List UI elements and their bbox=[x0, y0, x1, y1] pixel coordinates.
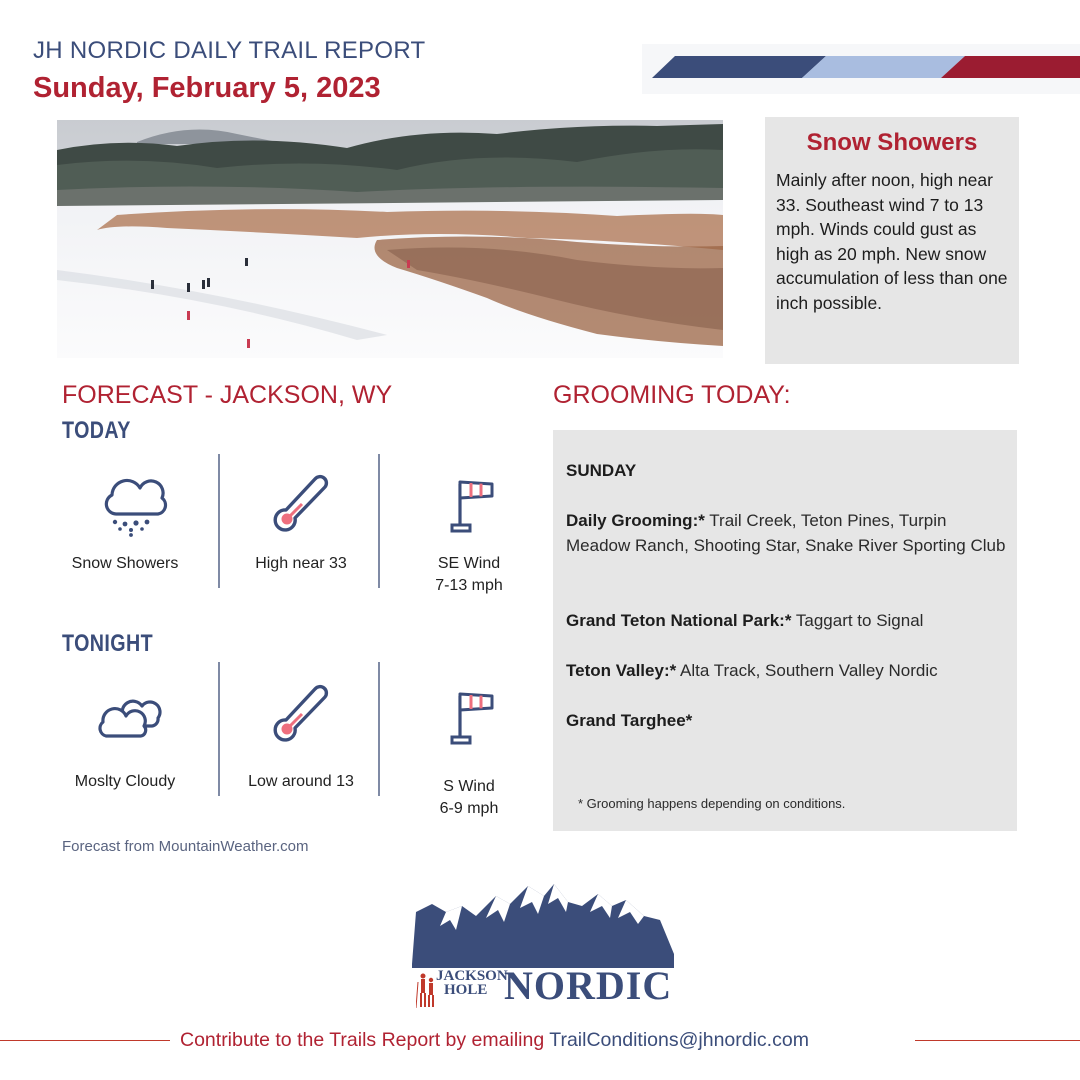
footer-message: Contribute to the Trails Report by emailing bbox=[180, 1029, 545, 1051]
grooming-entry-label: Daily Grooming:* bbox=[566, 511, 705, 530]
jackson-hole-nordic-logo bbox=[412, 882, 674, 1012]
skier-figures-icon bbox=[416, 968, 436, 1010]
cloudy-icon bbox=[94, 696, 164, 742]
header-stripes bbox=[642, 44, 1080, 94]
conditions-title: Snow Showers bbox=[806, 129, 978, 156]
footer-rule-left bbox=[0, 1040, 170, 1041]
grooming-entry bbox=[566, 658, 1010, 683]
today-wind-direction: SE Wind bbox=[437, 555, 501, 572]
thermometer-icon bbox=[270, 474, 332, 536]
tonight-sky-text: Moslty Cloudy bbox=[74, 773, 176, 790]
trail-photo bbox=[57, 120, 723, 358]
grooming-entry-text: Trail Creek, Teton Pines, Turpin Meadow Ranch, Shooting Star, Snake River Sporting Club bbox=[566, 511, 1006, 555]
grooming-box bbox=[553, 430, 1017, 831]
forecast-source: Forecast from MountainWeather.com bbox=[62, 838, 309, 855]
footer-rule-right bbox=[915, 1040, 1080, 1041]
today-label: TODAY bbox=[62, 417, 131, 444]
grooming-entry-label: Teton Valley:* bbox=[566, 661, 677, 680]
thermometer-icon bbox=[270, 684, 332, 746]
logo-nordic: NORDIC bbox=[504, 963, 673, 1008]
grooming-entry bbox=[566, 508, 1010, 558]
snow-cloud-icon bbox=[98, 474, 170, 538]
grooming-note: * Grooming happens depending on conditions. bbox=[578, 796, 846, 811]
grooming-entry-text: Taggart to Signal bbox=[791, 611, 924, 630]
grooming-entry-label: Grand Targhee* bbox=[566, 711, 693, 730]
footer-email-link[interactable]: TrailConditions@jhnordic.com bbox=[549, 1029, 809, 1051]
footer-text bbox=[180, 1029, 809, 1052]
tonight-wind-speed: 6-9 mph bbox=[439, 800, 499, 817]
divider bbox=[218, 454, 220, 588]
divider bbox=[218, 662, 220, 796]
windsock-icon bbox=[444, 686, 498, 746]
conditions-box bbox=[765, 117, 1019, 364]
grooming-entry bbox=[566, 608, 1010, 633]
windsock-icon bbox=[444, 474, 498, 534]
today-wind-speed: 7-13 mph bbox=[435, 577, 503, 594]
logo-hole: HOLE bbox=[444, 982, 488, 998]
grooming-entry-label: Grand Teton National Park:* bbox=[566, 611, 792, 630]
report-date: Sunday, February 5, 2023 bbox=[33, 72, 381, 104]
grooming-entry bbox=[566, 708, 1010, 733]
today-wind-text bbox=[394, 553, 544, 597]
grooming-day: SUNDAY bbox=[566, 461, 637, 480]
tonight-temp-text: Low around 13 bbox=[248, 773, 354, 790]
tonight-label: TONIGHT bbox=[62, 630, 154, 657]
tonight-wind-text bbox=[394, 776, 544, 820]
grooming-entry-text: Alta Track, Southern Valley Nordic bbox=[676, 661, 938, 680]
tonight-wind-direction: S Wind bbox=[443, 778, 495, 795]
report-title: JH NORDIC DAILY TRAIL REPORT bbox=[33, 37, 426, 64]
grooming-heading: GROOMING TODAY: bbox=[553, 381, 791, 409]
today-sky-text: Snow Showers bbox=[71, 555, 179, 572]
logo-jackson: JACKSON bbox=[436, 968, 508, 984]
today-temp-text: High near 33 bbox=[255, 555, 347, 572]
conditions-description: Mainly after noon, high near 33. Southeast wind 7 to 13 mph. Winds could gust as high as 20 mph. New snow accumulation of less than one inch possible. bbox=[776, 170, 1008, 313]
divider bbox=[378, 454, 380, 588]
divider bbox=[378, 662, 380, 796]
forecast-heading: FORECAST - JACKSON, WY bbox=[62, 381, 393, 409]
